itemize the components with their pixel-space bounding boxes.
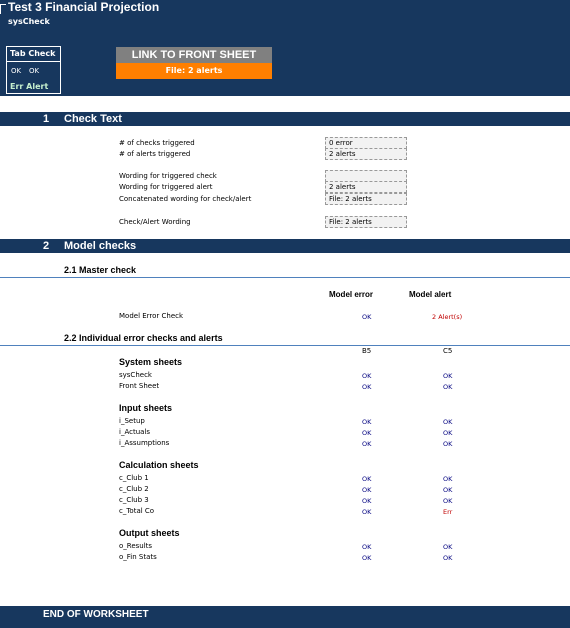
- tab-check-error-status: OK: [11, 67, 22, 75]
- link-to-front-sheet-button[interactable]: LINK TO FRONT SHEET: [116, 47, 272, 63]
- check-row-error: OK: [362, 429, 372, 437]
- check-row-label: i_Setup: [119, 417, 145, 425]
- check-row-label: c_Total Co: [119, 507, 155, 515]
- sheet-name: sysCheck: [8, 17, 50, 26]
- section-check-text: [0, 112, 570, 126]
- check-row-label: o_Results: [119, 542, 153, 550]
- model-error-check-label: Model Error Check: [119, 312, 184, 320]
- tab-check-box: [6, 46, 61, 94]
- check-row-label: c_Club 3: [119, 496, 149, 504]
- tab-check-title: Tab Check: [10, 49, 56, 58]
- section-number: 2: [43, 240, 50, 252]
- group-title-input: Input sheets: [119, 403, 173, 413]
- worksheet-header: [0, 0, 570, 96]
- check-row-alert: OK: [443, 486, 453, 494]
- individual-checks-title: 2.2 Individual error checks and alerts: [64, 333, 223, 343]
- model-error-status: OK: [362, 313, 372, 321]
- section-title: Check Text: [64, 113, 122, 125]
- check-alert-wording-value[interactable]: File: 2 alerts: [325, 216, 407, 228]
- check-row-error: OK: [362, 543, 372, 551]
- model-alert-header: Model alert: [409, 290, 452, 299]
- check-row-error: OK: [362, 508, 372, 516]
- check-row-error: OK: [362, 372, 372, 380]
- master-check-title: 2.1 Master check: [64, 265, 137, 275]
- end-of-worksheet-bar: [0, 606, 570, 628]
- alerts-triggered-value[interactable]: 2 alerts: [325, 148, 407, 160]
- alert-cell-ref: C5: [443, 347, 453, 355]
- check-row-label: Front Sheet: [119, 382, 160, 390]
- check-row-alert: Err: [443, 508, 453, 516]
- tab-check-alert-status: OK: [29, 67, 40, 75]
- alerts-triggered-label: # of alerts triggered: [119, 150, 191, 158]
- concatenated-wording-value[interactable]: File: 2 alerts: [325, 193, 407, 205]
- check-row-label: c_Club 1: [119, 474, 149, 482]
- file-alert-banner: File: 2 alerts: [116, 63, 272, 79]
- model-alert-status: 2 Alert(s): [432, 313, 463, 321]
- error-cell-ref: B5: [362, 347, 372, 355]
- concatenated-wording-label: Concatenated wording for check/alert: [119, 195, 252, 203]
- group-title-output: Output sheets: [119, 528, 180, 538]
- check-wording-label: Wording for triggered check: [119, 172, 217, 180]
- check-row-label: o_Fin Stats: [119, 553, 157, 561]
- check-row-alert: OK: [443, 429, 453, 437]
- tab-check-err-alert-label: Err Alert: [10, 82, 49, 91]
- check-row-error: OK: [362, 440, 372, 448]
- check-alert-wording-label: Check/Alert Wording: [119, 218, 191, 226]
- group-title-calculation: Calculation sheets: [119, 460, 199, 470]
- end-of-worksheet-label: END OF WORKSHEET: [43, 609, 149, 620]
- check-row-error: OK: [362, 475, 372, 483]
- page-title: Test 3 Financial Projection: [8, 0, 160, 14]
- group-title-system: System sheets: [119, 357, 183, 367]
- check-row-error: OK: [362, 383, 372, 391]
- check-row-label: i_Assumptions: [119, 439, 170, 447]
- check-row-alert: OK: [443, 418, 453, 426]
- check-row-alert: OK: [443, 475, 453, 483]
- model-error-header: Model error: [329, 290, 374, 299]
- select-all-corner[interactable]: [0, 4, 6, 14]
- check-row-alert: OK: [443, 543, 453, 551]
- checks-triggered-label: # of checks triggered: [119, 139, 195, 147]
- check-row-error: OK: [362, 497, 372, 505]
- section-number: 1: [43, 113, 50, 125]
- section-title: Model checks: [64, 240, 137, 252]
- divider: [0, 277, 570, 278]
- alert-wording-label: Wording for triggered alert: [119, 183, 213, 191]
- check-row-label: i_Actuals: [119, 428, 151, 436]
- check-row-alert: OK: [443, 554, 453, 562]
- section-model-checks: [0, 239, 570, 253]
- check-row-error: OK: [362, 554, 372, 562]
- check-row-alert: OK: [443, 383, 453, 391]
- check-row-label: c_Club 2: [119, 485, 149, 493]
- check-row-label: sysCheck: [119, 371, 152, 379]
- alert-wording-value[interactable]: 2 alerts: [325, 181, 407, 193]
- check-row-alert: OK: [443, 497, 453, 505]
- checks-triggered-value[interactable]: 0 error: [325, 137, 407, 149]
- check-row-alert: OK: [443, 372, 453, 380]
- check-row-error: OK: [362, 418, 372, 426]
- tab-check-divider: [7, 61, 60, 62]
- divider: [0, 345, 570, 346]
- check-row-error: OK: [362, 486, 372, 494]
- check-row-alert: OK: [443, 440, 453, 448]
